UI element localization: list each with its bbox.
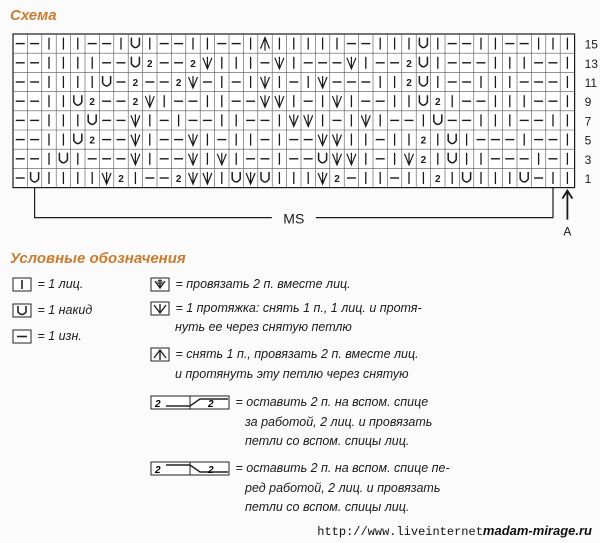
- cable-count-label: 2: [435, 174, 441, 185]
- legend-title: Условные обозначения: [10, 250, 186, 267]
- cable-count-label: 2: [406, 58, 412, 70]
- row-number-label: 11: [584, 76, 598, 90]
- legend-purl: [12, 328, 82, 345]
- cable-count-label: 2: [132, 97, 139, 109]
- legend-cable-front-text-3: петли со вспом. спицы лиц.: [245, 500, 410, 514]
- legend-k2tog: [150, 276, 351, 293]
- row-number-label: 7: [584, 114, 592, 129]
- svg-text:2: 2: [155, 398, 161, 410]
- ms-label: MS: [283, 210, 305, 227]
- cable-count-label: 2: [118, 174, 124, 185]
- legend-purl-text: = 1 изн.: [37, 329, 82, 344]
- knitting-chart: [0, 0, 600, 250]
- a-label: A: [563, 224, 572, 239]
- row-number-label: 15: [584, 37, 598, 52]
- legend-cable-front: [150, 460, 450, 477]
- footer-url: http://www.liveinternet: [317, 525, 483, 539]
- footer-watermark: [317, 523, 592, 539]
- yarnover-symbol-icon: [12, 303, 34, 319]
- legend-knit-text: = 1 лиц.: [37, 277, 84, 292]
- legend-cable-back-text-2: за работой, 2 лиц. и провязать: [245, 415, 433, 429]
- ssk-symbol-icon: [150, 301, 172, 317]
- legend-yarnover: [12, 302, 92, 319]
- arrow-up-icon: [562, 191, 572, 220]
- cable-count-label: 2: [420, 135, 427, 147]
- legend-ssk-text-1: = 1 протяжка: снять 1 п., 1 лиц. и протя-: [175, 301, 422, 316]
- chart-grid: [13, 34, 575, 188]
- cable-count-label: 2: [175, 174, 182, 185]
- purl-symbol-icon: [12, 329, 34, 345]
- cable-count-label: 2: [89, 135, 95, 147]
- legend-sk2p: [150, 346, 419, 363]
- svg-text:2: 2: [208, 398, 214, 410]
- row-number-label: 3: [584, 152, 592, 167]
- svg-text:2: 2: [155, 464, 161, 476]
- cable-count-label: 2: [190, 58, 196, 70]
- row-number-label: 1: [584, 172, 592, 186]
- knit-symbol-icon: [12, 277, 34, 293]
- cable-front-symbol-icon: [150, 461, 232, 477]
- row-number-label: 5: [584, 133, 592, 148]
- legend-sk2p-text-2: и протянуть эту петлю через снятую: [175, 367, 409, 381]
- cable-count-label: 2: [132, 78, 139, 89]
- legend-cable-back-text-1: = оставить 2 п. на вспом. спице: [235, 395, 429, 410]
- legend-ssk-text-2: нуть ее через снятую петлю: [175, 320, 352, 334]
- svg-text:2: 2: [208, 464, 214, 476]
- cable-count-label: 2: [420, 154, 427, 166]
- legend-cable-front-text-2: ред работой, 2 лиц. и провязать: [245, 481, 441, 495]
- cable-count-label: 2: [147, 58, 153, 70]
- legend-ssk: [150, 300, 422, 317]
- footer-brand: madam-mirage.ru: [482, 523, 592, 538]
- legend-cable-back-text-3: петли со вспом. спицы лиц.: [245, 434, 410, 448]
- cable-back-symbol-icon: [150, 395, 232, 411]
- row-number-label: 9: [584, 95, 592, 110]
- chart-title: Схема: [10, 7, 57, 24]
- cable-count-label: 2: [435, 97, 441, 109]
- cable-count-label: 2: [334, 174, 340, 185]
- legend-sk2p-text-1: = снять 1 п., провязать 2 п. вместе лиц.: [175, 347, 419, 362]
- legend-cable-back: [150, 394, 428, 411]
- legend-knit: [12, 276, 83, 293]
- sk2p-symbol-icon: [150, 347, 172, 363]
- cable-count-label: 2: [89, 97, 95, 109]
- legend-cable-front-text-1: = оставить 2 п. на вспом. спице пе-: [235, 461, 450, 476]
- legend-yarnover-text: = 1 накид: [37, 303, 93, 318]
- cable-count-label: 2: [175, 78, 182, 89]
- k2tog-symbol-icon: [150, 277, 172, 293]
- legend-k2tog-text: = провязать 2 п. вместе лиц.: [175, 277, 351, 292]
- row-number-label: 13: [584, 56, 598, 71]
- cable-count-label: 2: [406, 78, 412, 89]
